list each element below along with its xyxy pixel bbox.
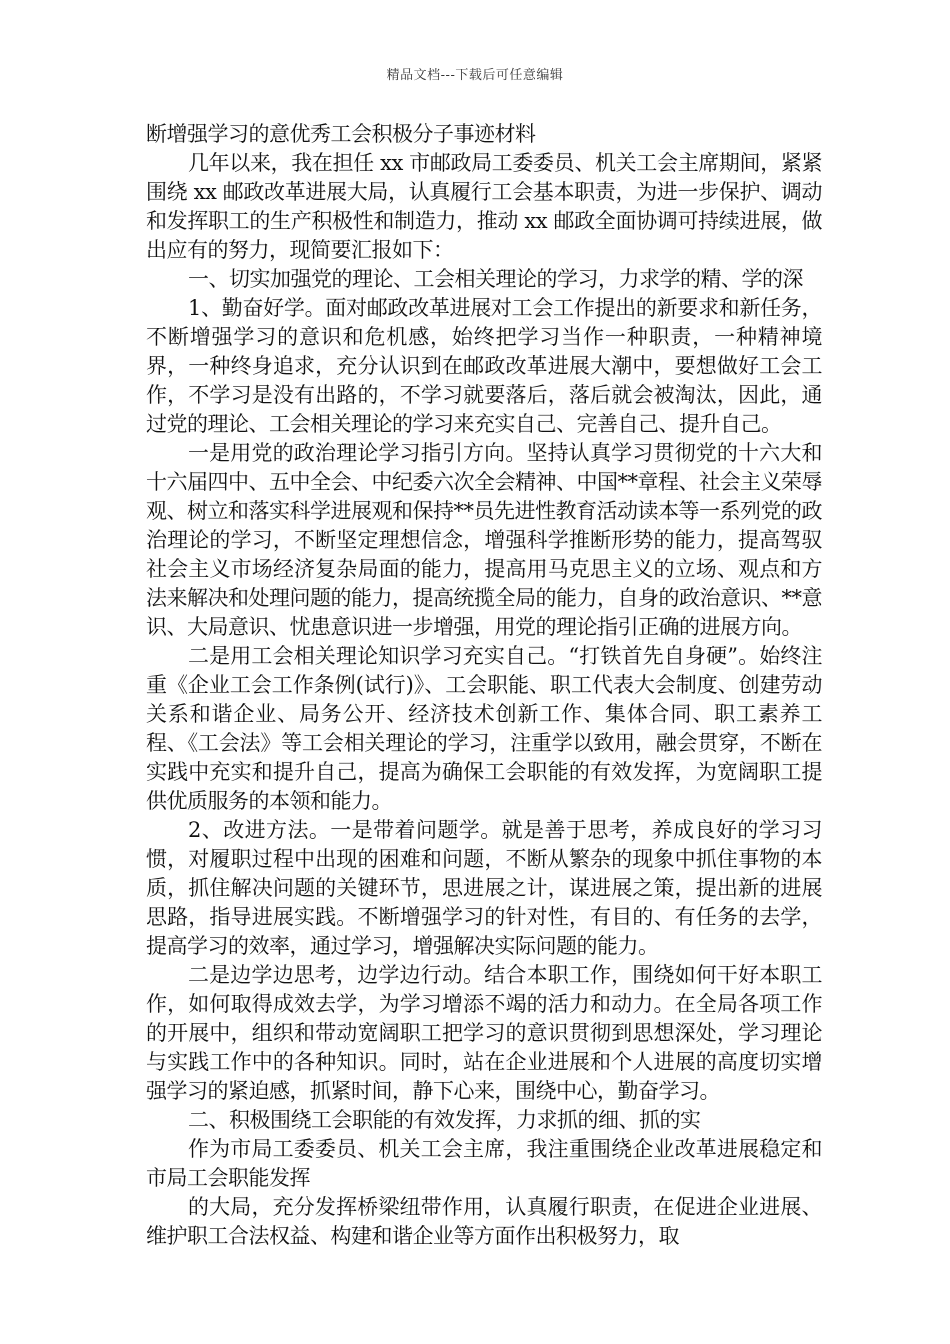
paragraph-learn-think-act: 二是边学边思考，边学边行动。结合本职工作，围绕如何干好本职工作，如何取得成效去学，为学习增添不竭的活力和动力。在全局各项工作的开展中，组织和带动宽阔职工把学习的意识贯彻到思想深处，学习理论与实践工作中的各种知识。同时，站在企业进展和个人进展的高度切实增强学习的紧迫感，抓紧时间，静下心来，围绕中心，勤奋学习。 [146, 963, 822, 1103]
section-heading-1: 一、切实加强党的理论、工会相关理论的学习，力求学的精、学的深 [188, 267, 803, 291]
paragraph-bridge-role: 的大局，充分发挥桥梁纽带作用，认真履行职责，在促进企业进展、维护职工合法权益、构建和谐企业等方面作出积极努力，取 [146, 1195, 822, 1248]
paragraph-party-theory: 一是用党的政治理论学习指引方向。坚持认真学习贯彻党的十六大和十六届四中、五中全会、中纪委六次全会精神、中国**章程、社会主义荣辱观、树立和落实科学进展观和保持**员先进性教育活动读本等一系列党的政治理论的学习，不断坚定理想信念，增强科学推断形势的能力，提高驾驭社会主义市场经济复杂局面的能力，提高用马克思主义的立场、观点和方法来解决和处理问题的能力，提高统揽全局的能力，自身的政治意识、**意识、大局意识、忧患意识进一步增强，用党的理论指引正确的进展方向。 [146, 441, 822, 639]
paragraph-intro: 几年以来，我在担任 xx 市邮政局工委委员、机关工会主席期间，紧紧围绕 xx 邮政改革进展大局，认真履行工会基本职责，为进一步保护、调动和发挥职工的生产积极性和制造力，推动 xx 邮政全面协调可持续进展，做出应有的努力，现简要汇报如下： [146, 151, 822, 262]
paragraph-role: 作为市局工委委员、机关工会主席，我注重围绕企业改革进展稳定和市局工会职能发挥 [146, 1137, 822, 1190]
paragraph-improve-methods: 2、改进方法。一是带着问题学。就是善于思考，养成良好的学习习惯，对履职过程中出现的困难和问题，不断从繁杂的现象中抓住事物的本质，抓住解决问题的关键环节，思进展之计，谋进展之策，提出新的进展思路，指导进展实践。不断增强学习的针对性，有目的、有任务的去学，提高学习的效率，通过学习，增强解决实际问题的能力。 [146, 818, 822, 958]
paragraph-union-theory: 二是用工会相关理论知识学习充实自己。“打铁首先自身硬”。始终注重《企业工会工作条例(试行)》、工会职能、职工代表大会制度、创建劳动关系和谐企业、局务公开、经济技术创新工作、集体合同、职工素养工程、《工会法》等工会相关理论的学习，注重学以致用，融会贯穿，不断在实践中充实和提升自己，提高为确保工会职能的有效发挥，为宽阔职工提供优质服务的本领和能力。 [146, 644, 822, 813]
section-heading-2: 二、积极围绕工会职能的有效发挥，力求抓的细、抓的实 [188, 1108, 701, 1132]
document-body [146, 120, 822, 1251]
document-title: 断增强学习的意优秀工会积极分子事迹材料 [146, 122, 536, 146]
page-header: 精品文档---下载后可任意编辑 [386, 68, 564, 83]
paragraph-diligent-study: 1、勤奋好学。面对邮政改革进展对工会工作提出的新要求和新任务，不断增强学习的意识和危机感，始终把学习当作一种职责，一种精神境界，一种终身追求，充分认识到在邮政改革进展大潮中，要想做好工会工作，不学习是没有出路的，不学习就要落后，落后就会被淘汰，因此，通过党的理论、工会相关理论的学习来充实自己、完善自己、提升自己。 [146, 296, 822, 436]
